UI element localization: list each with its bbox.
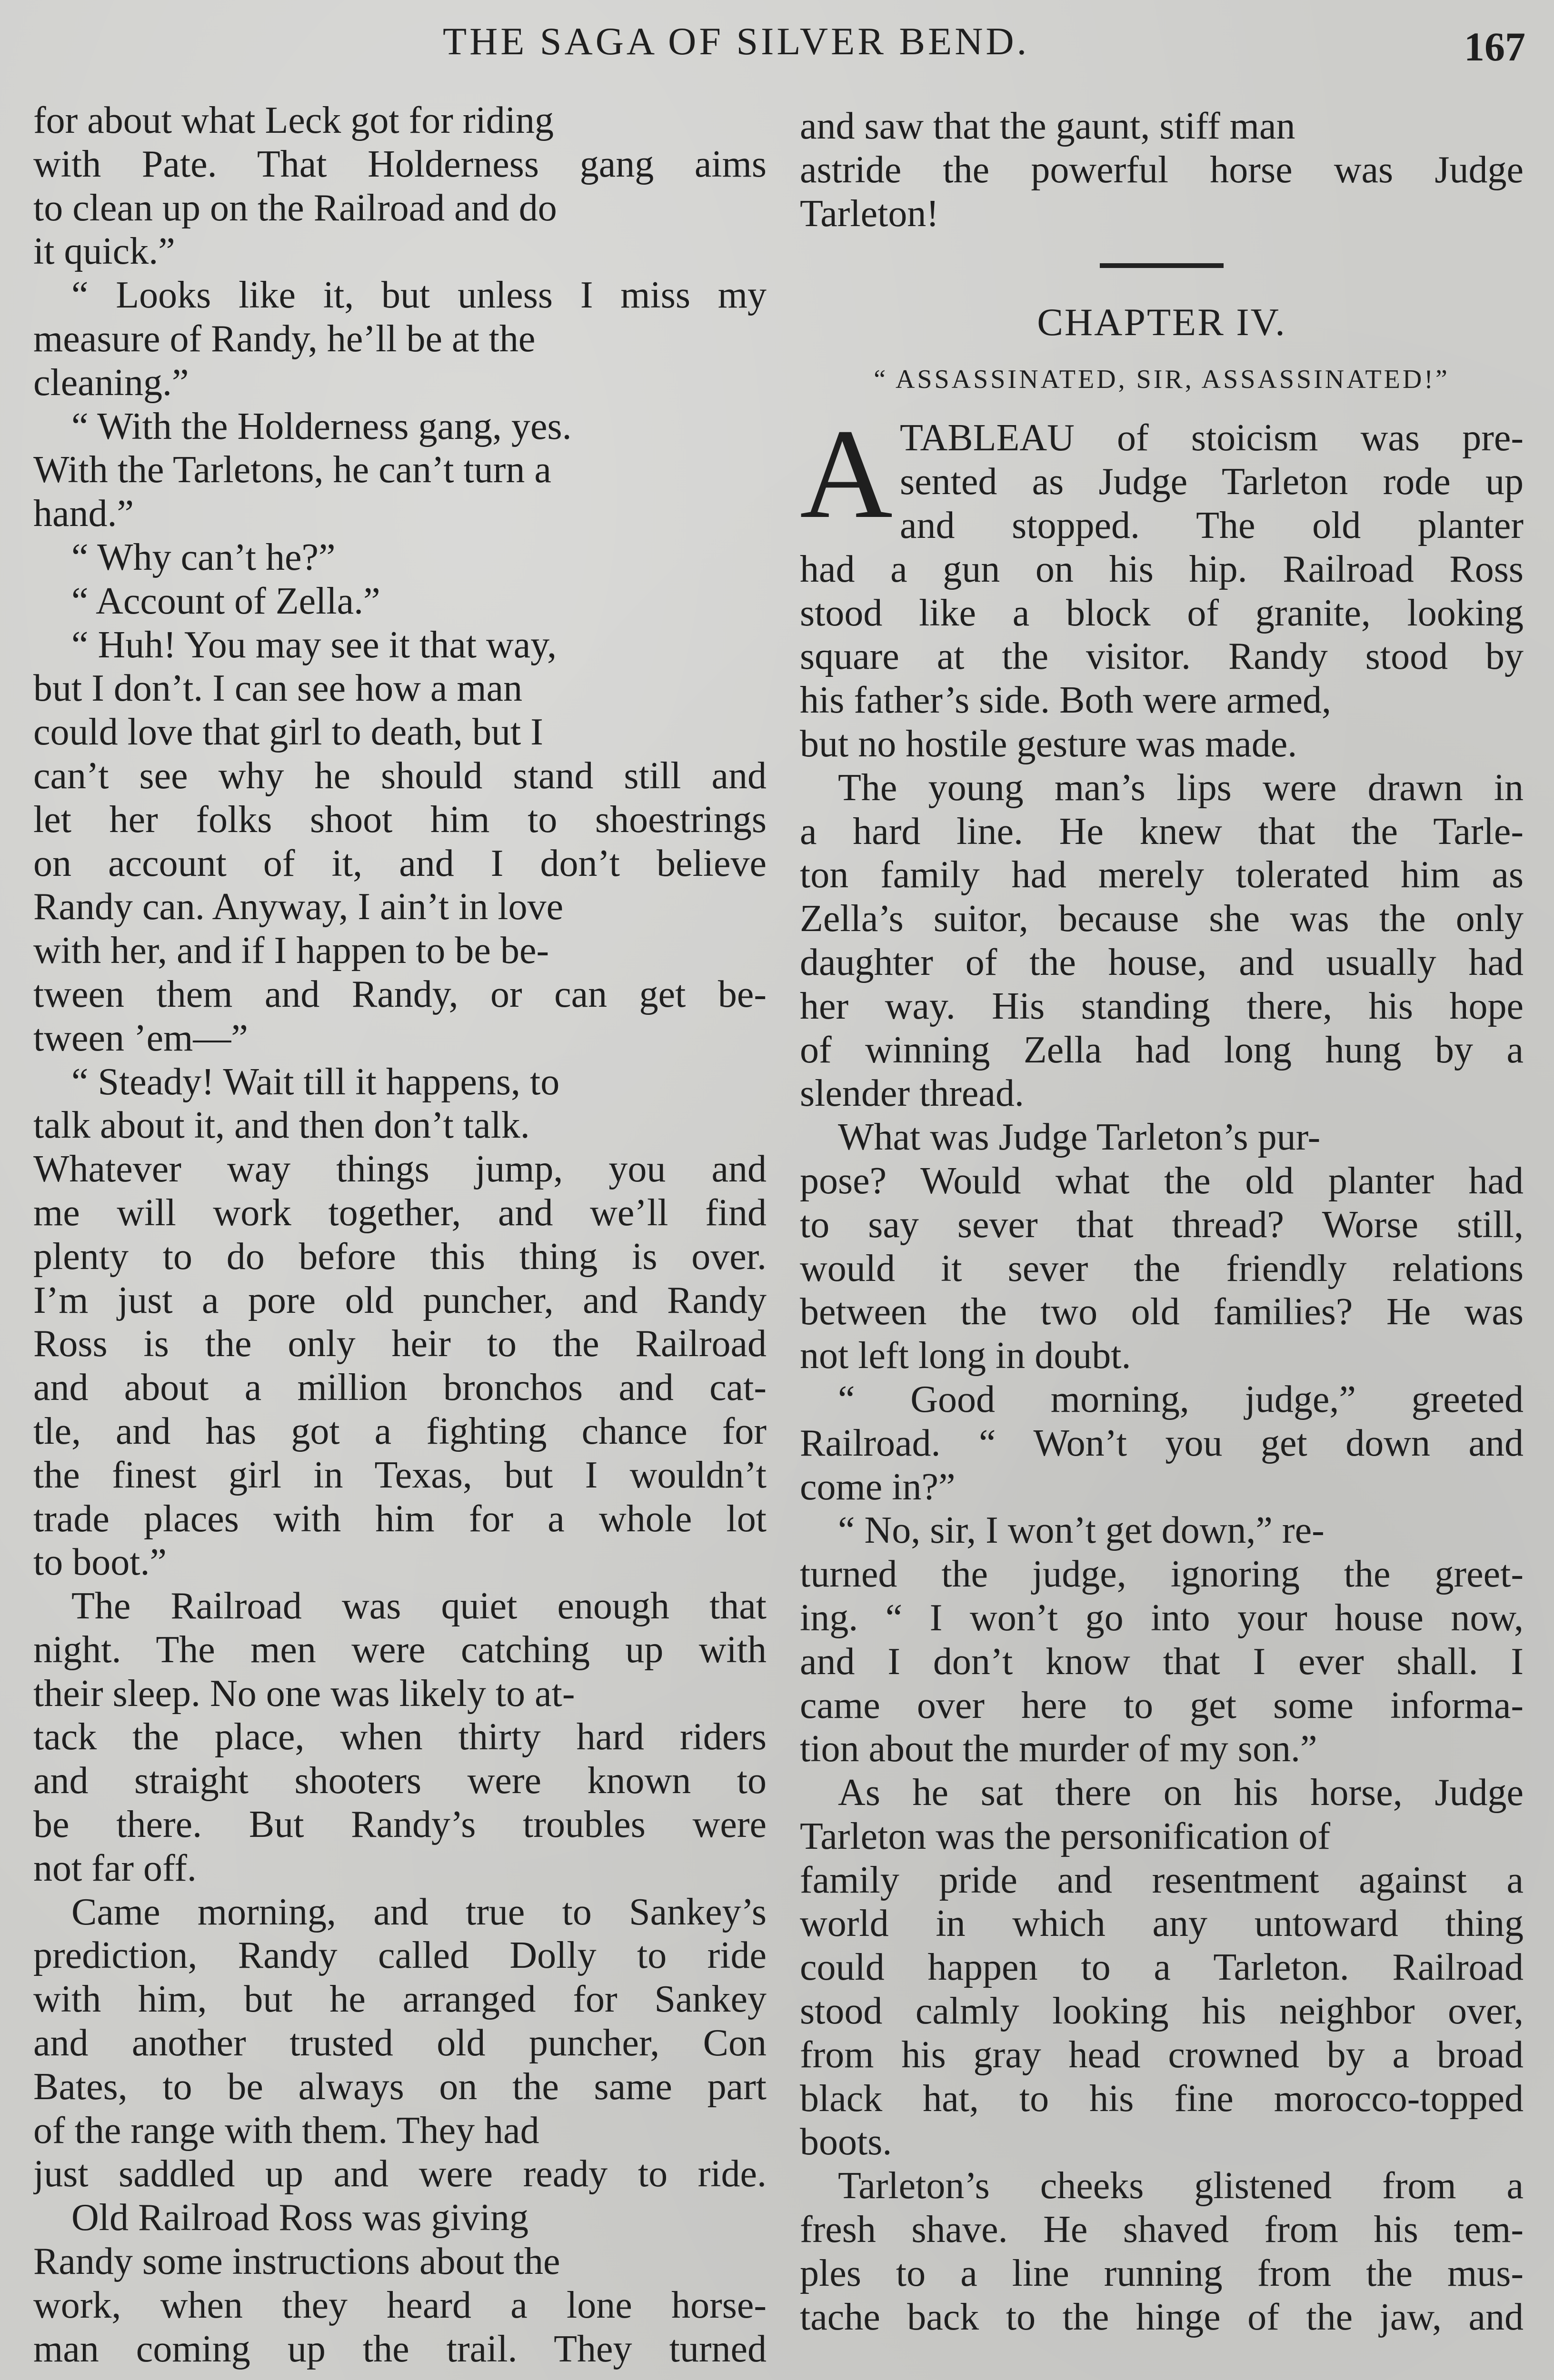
text-line: ton family had merely tolerated him as	[800, 854, 1524, 896]
text-line: Tarleton!	[800, 192, 939, 235]
text-line: black hat, to his fine morocco-topped	[800, 2077, 1524, 2120]
text-line: of winning Zella had long hung by a	[800, 1029, 1524, 1071]
text-line: man coming up the trail. They turned	[33, 2328, 767, 2370]
text-line: not far off.	[33, 1847, 197, 1889]
text-line: “ Account of Zella.”	[71, 580, 380, 622]
text-line: Old Railroad Ross was giving	[71, 2197, 528, 2239]
text-line: between the two old families? He was	[800, 1291, 1524, 1333]
text-line: square at the visitor. Randy stood by	[800, 635, 1524, 678]
text-line: from his gray head crowned by a broad	[800, 2033, 1524, 2076]
text-line: and about a million bronchos and cat-	[33, 1367, 767, 1409]
text-line: of the range with them. They had	[33, 2109, 539, 2152]
text-line: tack the place, when thirty hard riders	[33, 1716, 767, 1758]
text-line: Whatever way things jump, you and	[33, 1148, 767, 1190]
text-line: and I don’t know that I ever shall. I	[800, 1640, 1524, 1683]
text-line: could love that girl to death, but I	[33, 711, 543, 754]
running-head	[0, 14, 1554, 67]
text-line: me will work together, and we’ll find	[33, 1191, 767, 1234]
text-line: ples to a line running from the mus-	[800, 2252, 1524, 2294]
text-line: stood like a block of granite, looking	[800, 592, 1524, 634]
text-line: I’m just a pore old puncher, and Randy	[33, 1279, 767, 1321]
text-line: Tarleton’s cheeks glistened from a	[838, 2165, 1524, 2207]
text-line: with him, but he arranged for Sankey	[33, 1978, 767, 2021]
text-line: can’t see why he should stand still and	[33, 754, 767, 797]
text-line: tween ’em—”	[33, 1017, 248, 1059]
text-line: world in which any untoward thing	[800, 1903, 1524, 1945]
text-line: come in?”	[800, 1466, 956, 1508]
text-line: “ Steady! Wait till it happens, to	[71, 1061, 560, 1103]
text-line: her way. His standing there, his hope	[800, 985, 1524, 1027]
text-line: sented as Judge Tarleton rode up	[900, 461, 1524, 503]
text-line: just saddled up and were ready to ride.	[33, 2153, 767, 2195]
right-column	[800, 105, 1524, 2339]
text-line: Zella’s suitor, because she was the only	[800, 898, 1524, 940]
text-line: Came morning, and true to Sankey’s	[71, 1891, 767, 1933]
text-line: “ With the Holderness gang, yes.	[71, 405, 572, 447]
text-line: but no hostile gesture was made.	[800, 723, 1297, 765]
text-line: prediction, Randy called Dolly to ride	[33, 1934, 767, 1977]
text-line: With the Tarletons, he can’t turn a	[33, 449, 551, 491]
text-line: “ Why can’t he?”	[71, 536, 336, 578]
text-line: hand.”	[33, 493, 134, 535]
text-line: astride the powerful horse was Judge	[800, 149, 1524, 191]
text-line: boots.	[800, 2121, 892, 2163]
text-line: but I don’t. I can see how a man	[33, 667, 523, 710]
section-divider-rule	[1100, 263, 1224, 268]
text-line: with Pate. That Holderness gang aims	[33, 143, 767, 185]
text-line: family pride and resentment against a	[800, 1859, 1524, 1901]
text-line: tle, and has got a fighting chance for	[33, 1410, 767, 1452]
text-line: “ Looks like it, but unless I miss my	[71, 274, 767, 317]
text-line: turned the judge, ignoring the greet-	[800, 1553, 1524, 1596]
text-line: their sleep. No one was likely to at-	[33, 1672, 575, 1715]
text-line: stood calmly looking his neighbor over,	[800, 1990, 1524, 2033]
text-line: could happen to a Tarleton. Railroad	[800, 1946, 1524, 1989]
text-line: night. The men were catching up with	[33, 1628, 767, 1671]
text-line: work, when they heard a lone horse-	[33, 2284, 767, 2326]
text-line: What was Judge Tarleton’s pur-	[838, 1116, 1321, 1159]
text-line: to say sever that thread? Worse still,	[800, 1203, 1524, 1246]
text-line: “ No, sir, I won’t get down,” re-	[838, 1509, 1325, 1552]
text-line: and straight shooters were known to	[33, 1760, 767, 1802]
text-line: Bates, to be always on the same part	[33, 2065, 767, 2108]
chapter-heading: CHAPTER IV.	[1037, 300, 1286, 344]
text-line: and stopped. The old planter	[900, 504, 1524, 546]
text-line: Railroad. “ Won’t you get down and	[800, 1422, 1524, 1464]
text-line: Tarleton was the personification of	[800, 1815, 1331, 1857]
text-line: a hard line. He knew that the Tarle-	[800, 810, 1524, 853]
text-line: pose? Would what the old planter had	[800, 1160, 1524, 1202]
chapter-subtitle: “ ASSASSINATED, SIR, ASSASSINATED!”	[874, 365, 1450, 395]
text-line: for about what Leck got for riding	[33, 99, 554, 141]
running-title: THE SAGA OF SILVER BEND.	[443, 20, 1030, 63]
text-line: plenty to do before this thing is over.	[33, 1235, 767, 1278]
drop-cap-letter: A	[800, 403, 893, 545]
text-line: tache back to the hinge of the jaw, and	[800, 2296, 1524, 2338]
text-line: with her, and if I happen to be be-	[33, 930, 549, 972]
text-line: slender thread.	[800, 1072, 1024, 1115]
text-line: and saw that the gaunt, stiff man	[800, 105, 1295, 147]
text-line: TABLEAU of stoicism was pre-	[900, 417, 1524, 459]
text-line: The Railroad was quiet enough that	[71, 1585, 767, 1627]
text-line: tion about the murder of my son.”	[800, 1728, 1317, 1770]
text-line: his father’s side. Both were armed,	[800, 679, 1331, 722]
text-line: As he sat there on his horse, Judge	[838, 1772, 1524, 1814]
text-line: Ross is the only heir to the Railroad	[33, 1323, 767, 1365]
text-line: fresh shave. He shaved from his tem-	[800, 2209, 1524, 2251]
text-line: trade places with him for a whole lot	[33, 1497, 767, 1540]
text-line: measure of Randy, he’ll be at the	[33, 317, 536, 360]
text-line: the finest girl in Texas, but I wouldn’t	[33, 1454, 767, 1496]
text-line: and another trusted old puncher, Con	[33, 2022, 767, 2064]
text-line: talk about it, and then don’t talk.	[33, 1104, 530, 1147]
text-line: cleaning.”	[33, 361, 189, 404]
dropcap-paragraph	[800, 403, 1524, 547]
text-line: not left long in doubt.	[800, 1335, 1131, 1377]
page-number: 167	[1464, 24, 1525, 69]
text-line: Randy some instructions about the	[33, 2241, 560, 2283]
left-column	[33, 99, 767, 2371]
text-line: The young man’s lips were drawn in	[838, 766, 1524, 809]
text-line: ing. “ I won’t go into your house now,	[800, 1597, 1524, 1639]
text-line: be there. But Randy’s troubles were	[33, 1804, 767, 1846]
text-line: would it sever the friendly relations	[800, 1247, 1524, 1289]
text-line: it quick.”	[33, 230, 175, 273]
text-line: to boot.”	[33, 1541, 167, 1584]
text-line: let her folks shoot him to shoestrings	[33, 798, 767, 841]
text-line: “ Good morning, judge,” greeted	[838, 1378, 1524, 1420]
text-line: came over here to get some informa-	[800, 1684, 1524, 1726]
text-line: daughter of the house, and usually had	[800, 941, 1524, 983]
text-line: “ Huh! You may see it that way,	[71, 624, 557, 666]
text-line: to clean up on the Railroad and do	[33, 187, 557, 229]
text-line: tween them and Randy, or can get be-	[33, 973, 767, 1015]
text-line: on account of it, and I don’t believe	[33, 842, 767, 884]
text-line: had a gun on his hip. Railroad Ross	[800, 548, 1524, 590]
text-line: Randy can. Anyway, I ain’t in love	[33, 886, 564, 928]
